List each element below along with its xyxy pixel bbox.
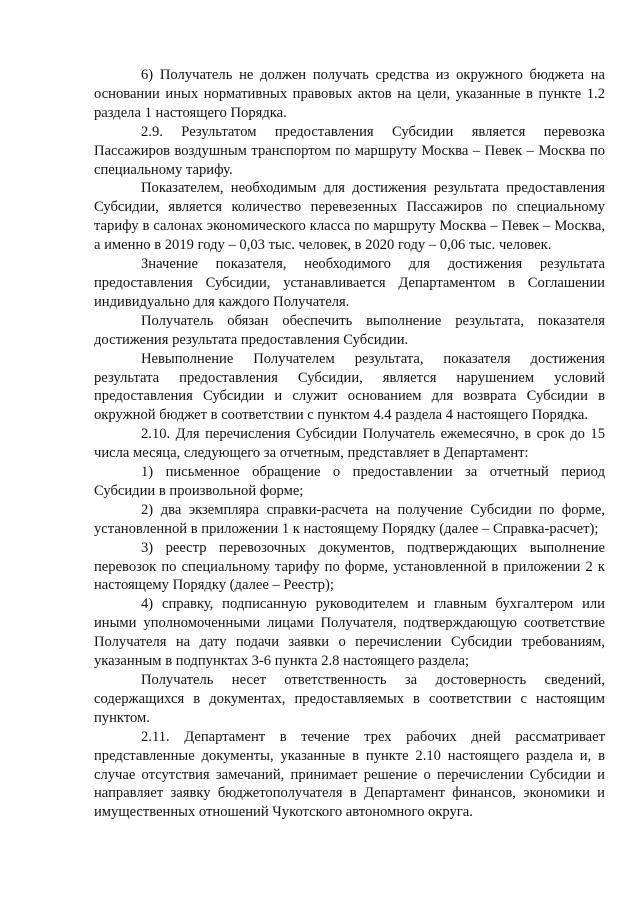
paragraph-indicator-value: Значение показателя, необходимого для достижения результата предоставления Субсидии, устанавливается Департаментом в Соглашении индивидуально для каждого Получателя. xyxy=(94,256,605,310)
paragraph-list-item-1: 1) письменное обращение о предоставлении за отчетный период Субсидии в произвольной форме; xyxy=(94,464,605,499)
paragraph-2-11-review: 2.11. Департамент в течение трех рабочих дней рассматривает представленные документы, указанные в пункте 2.10 настоящего раздела и, в случае отсутствия замечаний, принимает решение о перечислении Субсидии и направляет заявку бюджетополучателя в Департамент финансов, экономики и имущественных отношений Чукотского автономного округа. xyxy=(94,728,605,821)
paragraph-non-fulfillment: Невыполнение Получателем результата, показателя достижения результата предоставления Субсидии, является нарушением условий предоставления Субсидии и служит основанием для возврата Субсидии в окружной бюджет в соответствии с пунктом 4.4 раздела 4 настоящего Порядка. xyxy=(94,350,605,424)
paragraph-list-item-2: 2) два экземпляра справки-расчета на получение Субсидии по форме, установленной в приложении 1 к настоящему Порядку (далее – Справка-расчет); xyxy=(94,501,605,537)
paragraph-2-9-result: 2.9. Результатом предоставления Субсидии является перевозка Пассажиров воздушным транспортом по маршруту Москва – Певек – Москва по специальному тарифу. xyxy=(94,123,605,178)
paragraph-subitem-6: 6) Получатель не должен получать средства из окружного бюджета на основании иных нормативных правовых актов на цели, указанные в пункте 1.2 раздела 1 настоящего Порядка. xyxy=(94,67,605,121)
document-body xyxy=(94,66,605,822)
paragraph-responsibility: Получатель несет ответственность за достоверность сведений, содержащихся в документах, предоставляемых в соответствии с настоящим пунктом. xyxy=(94,672,605,726)
paragraph-2-10-transfer: 2.10. Для перечисления Субсидии Получатель ежемесячно, в срок до 15 числа месяца, следующего за отчетным, представляет в Департамент: xyxy=(94,426,605,462)
paragraph-list-item-4: 4) справку, подписанную руководителем и главным бухгалтером или иными уполномоченными лицами Получателя, подтверждающую соответствие Получателя на дату подачи заявки о перечислении Субсидии требованиям, указанным в подпунктах 3-6 пункта 2.8 настоящего раздела; xyxy=(94,596,605,670)
paragraph-list-item-3: 3) реестр перевозочных документов, подтверждающих выполнение перевозок по специальному тарифу по форме, установленной в приложении 2 к настоящему Порядку (далее – Реестр); xyxy=(94,539,605,594)
paragraph-indicator: Показателем, необходимым для достижения результата предоставления Субсидии, является количество перевезенных Пассажиров по специальному тарифу в салонах экономического класса по маршруту Москва – Певек – Москва, а именно в 2019 году – 0,03 тыс. человек, в 2020 году – 0,06 тыс. человек. xyxy=(94,180,605,254)
paragraph-recipient-obligation: Получатель обязан обеспечить выполнение результата, показателя достижения результата предоставления Субсидии. xyxy=(94,312,605,348)
